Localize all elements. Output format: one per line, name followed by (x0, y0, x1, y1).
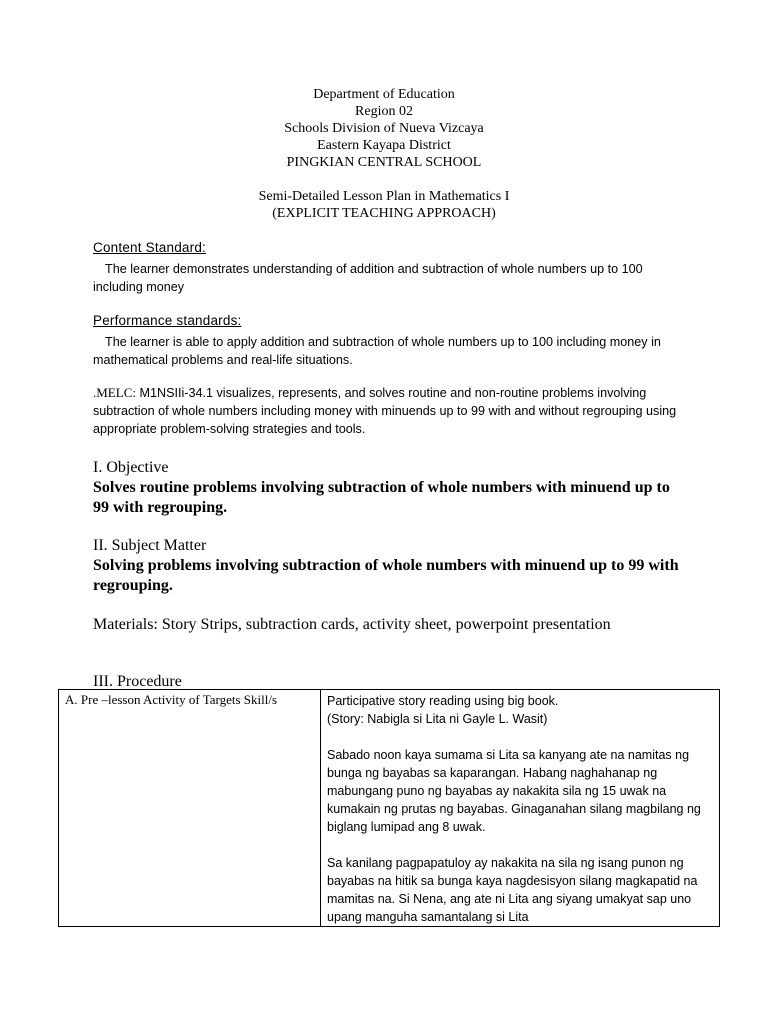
materials-text: Materials: Story Strips, subtraction cards, activity sheet, powerpoint presentation (93, 616, 611, 633)
table-row (59, 690, 720, 927)
story-reading-instruction: Participative story reading using big book. (327, 694, 559, 708)
header-division: Schools Division of Nueva Vizcaya (284, 121, 484, 136)
activity-type-cell: A. Pre –lesson Activity of Targets Skill/s (59, 690, 321, 927)
document-header (0, 86, 768, 222)
objective-heading: I. Objective (93, 459, 169, 476)
header-region: Region 02 (355, 104, 413, 119)
header-school: PINGKIAN CENTRAL SCHOOL (286, 155, 482, 170)
spacer (327, 836, 713, 854)
spacer (327, 728, 713, 746)
story-paragraph-1: Sabado noon kaya sumama si Lita sa kanyang ate na namitas ng bunga ng bayabas sa kaparangan. Habang naghahanap ng mabungang puno ng bayabas ay nakakita sila ng 15 uwak na kumakain ng prutas ng bayabas. Ginaganahan silang magbilang ng biglang lumipad ang 8 uwak. (327, 748, 701, 834)
performance-standards-text: The learner is able to apply addition and subtraction of whole numbers up to 100 including money in mathematical problems and real-life situations. (93, 335, 661, 367)
lesson-plan-title: Semi-Detailed Lesson Plan in Mathematics I (258, 189, 510, 204)
performance-standards-label: Performance standards: (93, 313, 242, 328)
subject-matter-text: Solving problems involving subtraction of whole numbers with minuend up to 99 with regrouping. (93, 557, 679, 594)
header-district: Eastern Kayapa District (317, 138, 451, 153)
melc-prefix: .MELC: (93, 385, 136, 400)
content-standard-text: The learner demonstrates understanding of addition and subtraction of whole numbers up to 100 including money (93, 262, 643, 294)
procedure-heading: III. Procedure (93, 673, 182, 690)
content-standard-label: Content Standard: (93, 240, 206, 255)
melc-paragraph (93, 384, 693, 438)
melc-text: M1NSIIi-34.1 visualizes, represents, and solves routine and non-routine problems involving subtraction of whole numbers including money with minuends up to 99 with and without regrouping using appropriate problem-solving strategies and tools. (93, 386, 677, 436)
header-department: Department of Education (313, 87, 455, 102)
procedure-table (58, 689, 720, 927)
story-paragraph-2: Sa kanilang pagpapatuloy ay nakakita na sila ng isang punon ng bayabas na hitik sa bunga kaya nagdesisyon silang magkapatid na mamitas na. Si Nena, ang ate ni Lita ang siyang umakyat sap uno upang manguha samantalang si Lita (327, 856, 698, 924)
subject-matter-heading: II. Subject Matter (93, 537, 207, 554)
activity-description-cell (321, 690, 720, 927)
story-title: (Story: Nabigla si Lita ni Gayle L. Wasit) (327, 712, 548, 726)
header-spacer (0, 171, 768, 188)
teaching-approach: (EXPLICIT TEACHING APPROACH) (272, 206, 496, 221)
objective-text: Solves routine problems involving subtraction of whole numbers with minuend up to 99 with regrouping. (93, 479, 670, 516)
